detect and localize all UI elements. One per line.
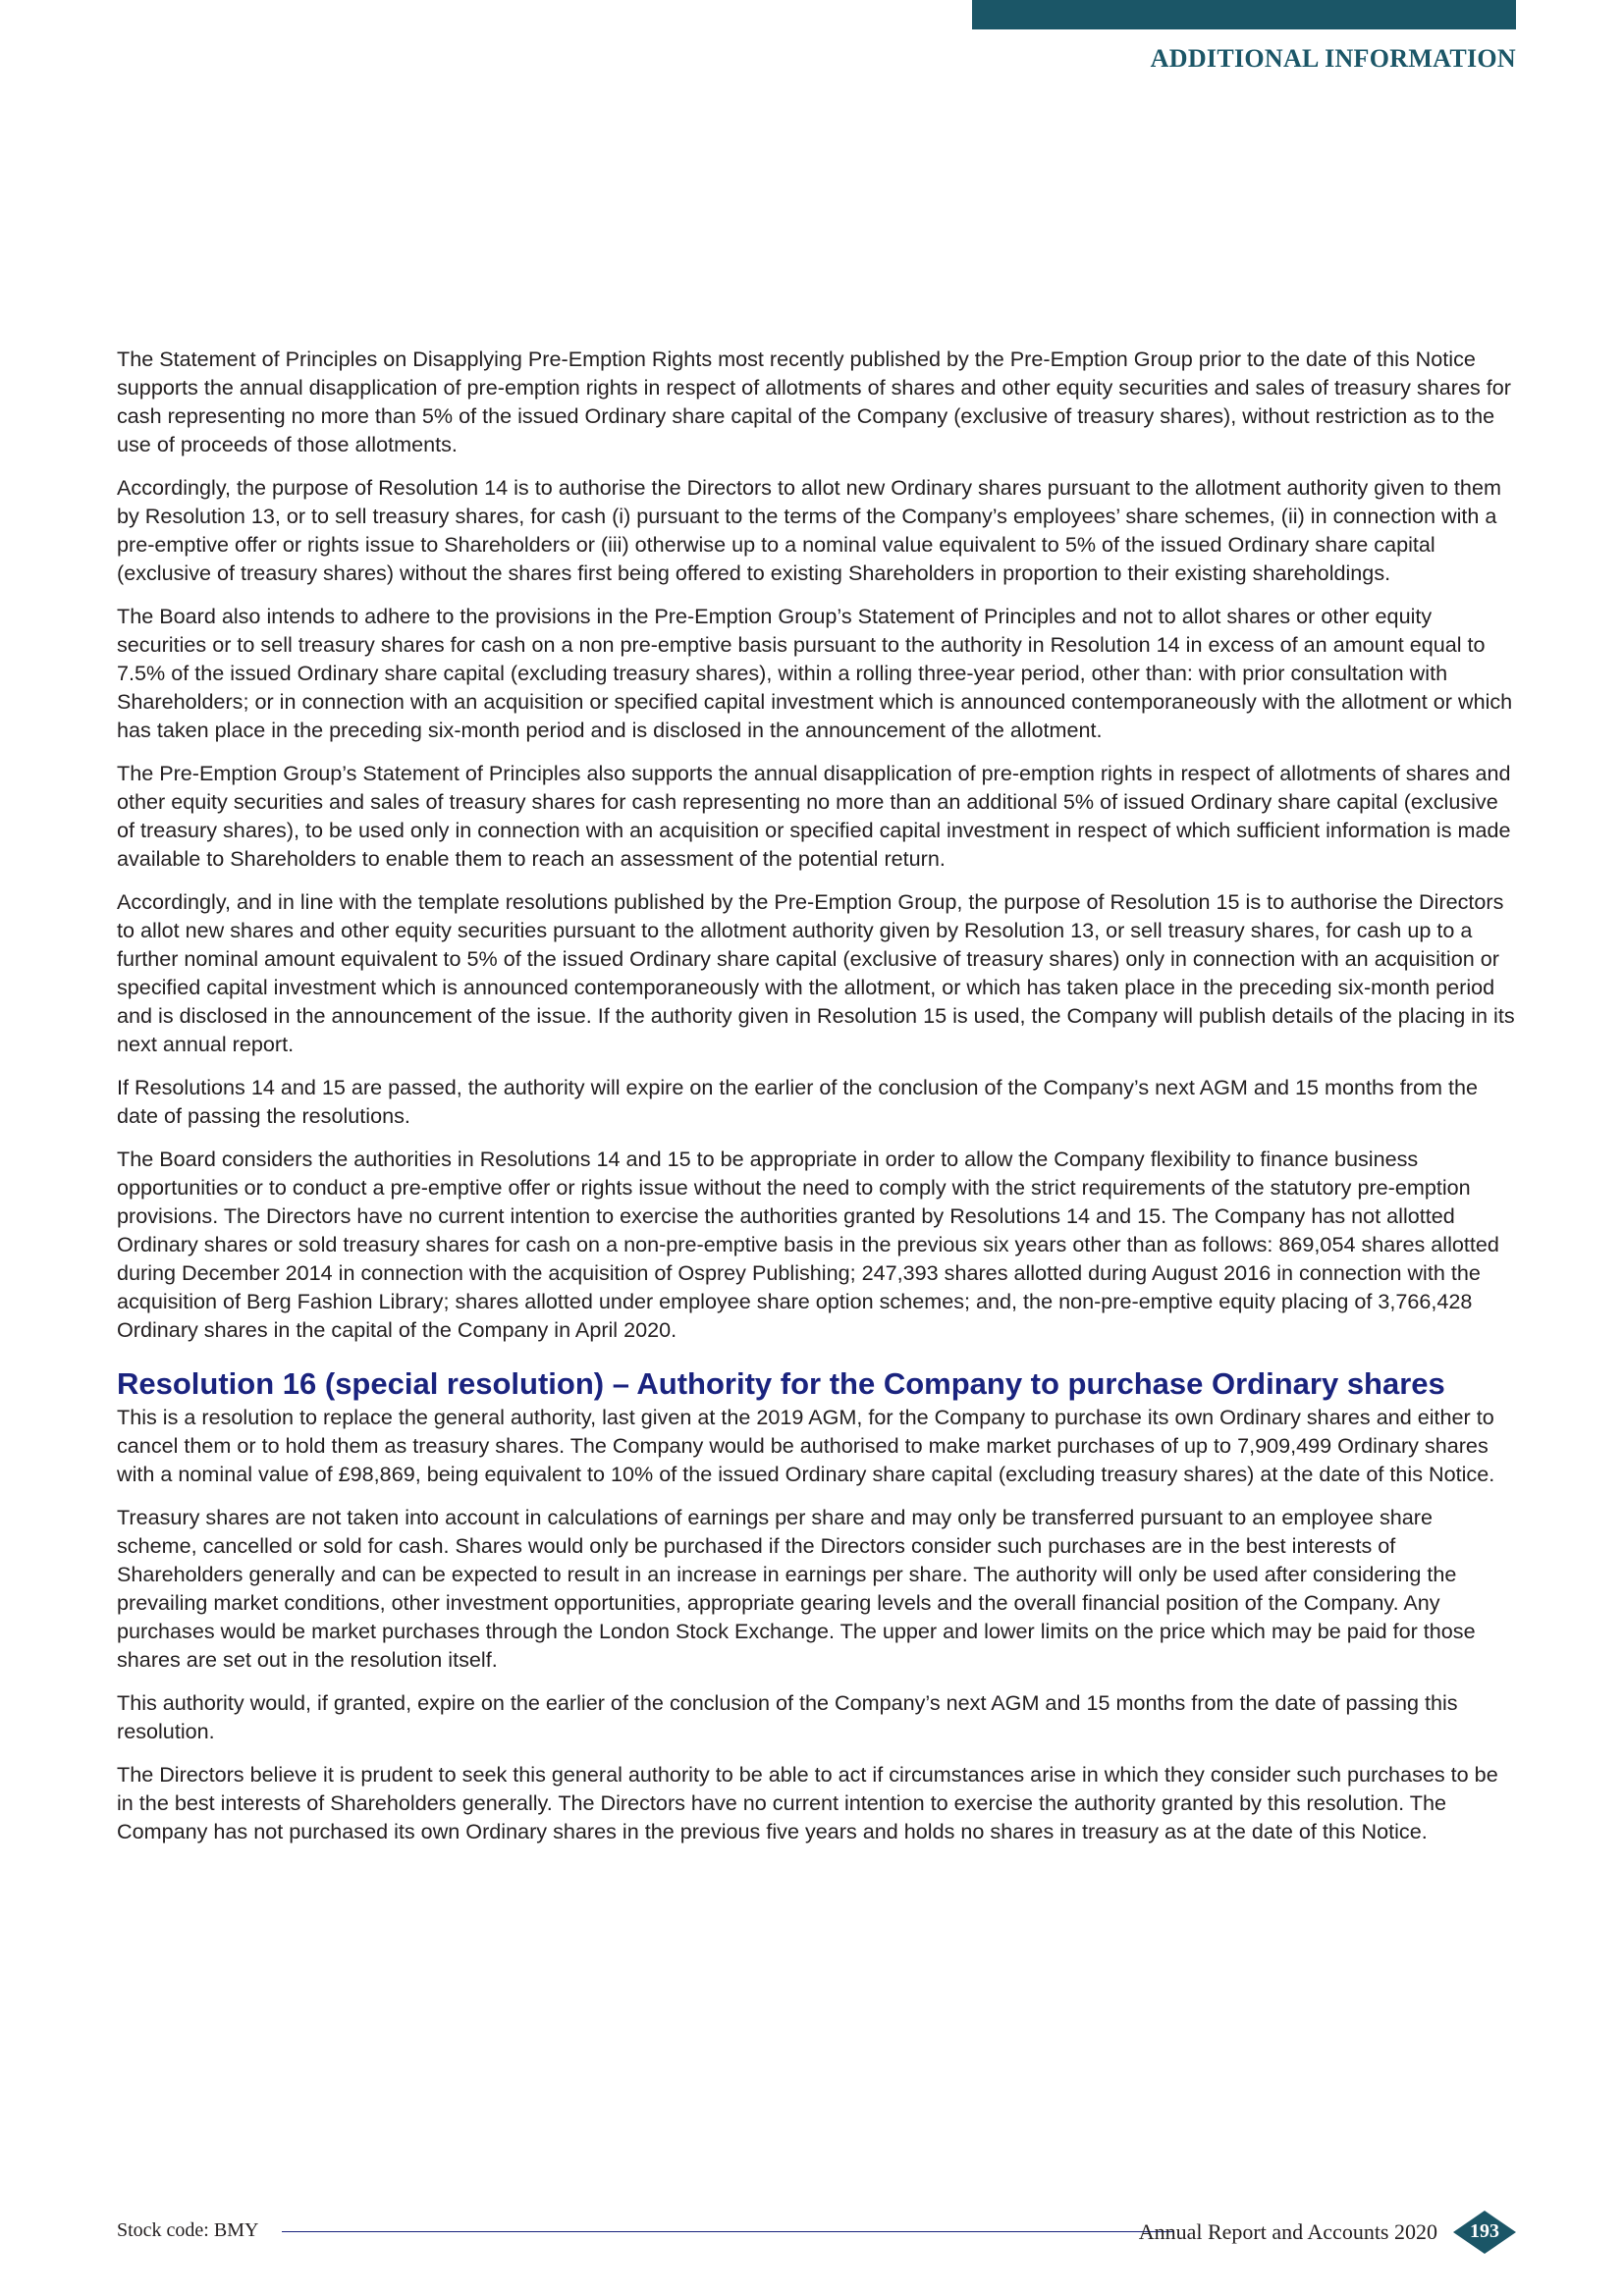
resolution-16-heading: Resolution 16 (special resolution) – Authority for the Company to purchase Ordinary shares	[117, 1366, 1445, 1401]
page-number-badge	[1453, 2211, 1516, 2254]
report-title: Annual Report and Accounts 2020	[1138, 2219, 1437, 2244]
body-paragraph: This is a resolution to replace the general authority, last given at the 2019 AGM, for the Company to purchase its own Ordinary shares and either to cancel them or to hold them as treasury shares. The Company would be authorised to make market purchases of up to 7,909,499 Ordinary shares with a nominal value of £98,869, being equivalent to 10% of the issued Ordinary share capital (excluding treasury shares) at the date of this Notice.	[117, 1405, 1495, 1486]
page-number: 193	[1470, 2220, 1499, 2242]
section-label: ADDITIONAL INFORMATION	[1150, 44, 1516, 73]
body-paragraph: Accordingly, the purpose of Resolution 14 is to authorise the Directors to allot new Ordinary shares pursuant to the allotment authority given to them by Resolution 13, or to sell treasury shares, for cash (i) pursuant to the terms of the Company’s employees’ share schemes, (ii) in connection with a pre-emptive offer or rights issue to Shareholders or (iii) otherwise up to a nominal value equivalent to 5% of the issued Ordinary share capital (exclusive of treasury shares) without the shares first being offered to existing Shareholders in proportion to their existing shareholdings.	[117, 475, 1501, 585]
header-accent-bar	[972, 0, 1516, 29]
body-paragraph: Accordingly, and in line with the template resolutions published by the Pre-Emption Group, the purpose of Resolution 15 is to authorise the Directors to allot new shares and other equity securities pursuant to the allotment authority given by Resolution 13, or sell treasury shares, for cash up to a further nominal amount equivalent to 5% of the issued Ordinary share capital (exclusive of treasury shares) only in connection with an acquisition or specified capital investment which is announced contemporaneously with the allotment, or which has taken place in the preceding six-month period and is disclosed in the announcement of the issue. If the authority given in Resolution 15 is used, the Company will publish details of the placing in its next annual report.	[117, 889, 1515, 1056]
stock-code: Stock code: BMY	[117, 2219, 259, 2241]
body-paragraph: The Directors believe it is prudent to seek this general authority to be able to act if circumstances arise in which they consider such purchases to be in the best interests of Shareholders generally. The Directors have no current intention to exercise the authority granted by this resolution. The Company has not purchased its own Ordinary shares in the previous five years and holds no shares in treasury as at the date of this Notice.	[117, 1762, 1498, 1843]
body-paragraph: The Pre-Emption Group’s Statement of Principles also supports the annual disapplication of pre-emption rights in respect of allotments of shares and other equity securities and sales of treasury shares for cash representing no more than an additional 5% of issued Ordinary share capital (exclusive of treasury shares), to be used only in connection with an acquisition or specified capital investment in respect of which sufficient information is made available to Shareholders to enable them to reach an assessment of the potential return.	[117, 761, 1511, 871]
page-content	[117, 345, 1516, 1860]
body-paragraph: The Statement of Principles on Disapplying Pre-Emption Rights most recently published by the Pre-Emption Group prior to the date of this Notice supports the annual disapplication of pre-emption rights in respect of allotments of shares and other equity securities and sales of treasury shares for cash representing no more than 5% of the issued Ordinary share capital of the Company (exclusive of treasury shares), without restriction as to the use of proceeds of those allotments.	[117, 347, 1511, 456]
body-paragraph: The Board also intends to adhere to the provisions in the Pre-Emption Group’s Statement of Principles and not to allot shares or other equity securities or to sell treasury shares for cash on a non pre-emptive basis pursuant to the authority in Resolution 14 in excess of an amount equal to 7.5% of the issued Ordinary share capital (excluding treasury shares), within a rolling three-year period, other than: with prior consultation with Shareholders; or in connection with an acquisition or specified capital investment which is announced contemporaneously with the allotment or which has taken place in the preceding six-month period and is disclosed in the announcement of the allotment.	[117, 604, 1513, 742]
body-paragraph: Treasury shares are not taken into account in calculations of earnings per share and may only be transferred pursuant to an employee share scheme, cancelled or sold for cash. Shares would only be purchased if the Directors consider such purchases are in the best interests of Shareholders generally and can be expected to result in an increase in earnings per share. The authority will only be used after considering the prevailing market conditions, other investment opportunities, appropriate gearing levels and the overall financial position of the Company. Any purchases would be market purchases through the London Stock Exchange. The upper and lower limits on the price which may be paid for those shares are set out in the resolution itself.	[117, 1505, 1476, 1672]
body-paragraph: If Resolutions 14 and 15 are passed, the authority will expire on the earlier of the conclusion of the Company’s next AGM and 15 months from the date of passing the resolutions.	[117, 1075, 1478, 1128]
body-paragraph: The Board considers the authorities in Resolutions 14 and 15 to be appropriate in order to allow the Company flexibility to finance business opportunities or to conduct a pre-emptive offer or rights issue without the need to comply with the strict requirements of the statutory pre-emption provisions. The Directors have no current intention to exercise the authorities granted by Resolutions 14 and 15. The Company has not allotted Ordinary shares or sold treasury shares for cash on a non-pre-emptive basis in the previous six years other than as follows: 869,054 shares allotted during December 2014 in connection with the acquisition of Osprey Publishing; 247,393 shares allotted during August 2016 in connection with the acquisition of Berg Fashion Library; shares allotted under employee share option schemes; and, the non-pre-emptive equity placing of 3,766,428 Ordinary shares in the capital of the Company in April 2020.	[117, 1147, 1499, 1342]
footer-rule	[282, 2231, 1174, 2232]
page-footer	[117, 2211, 1516, 2254]
body-paragraph: This authority would, if granted, expire on the earlier of the conclusion of the Company’s next AGM and 15 months from the date of passing this resolution.	[117, 1690, 1458, 1743]
